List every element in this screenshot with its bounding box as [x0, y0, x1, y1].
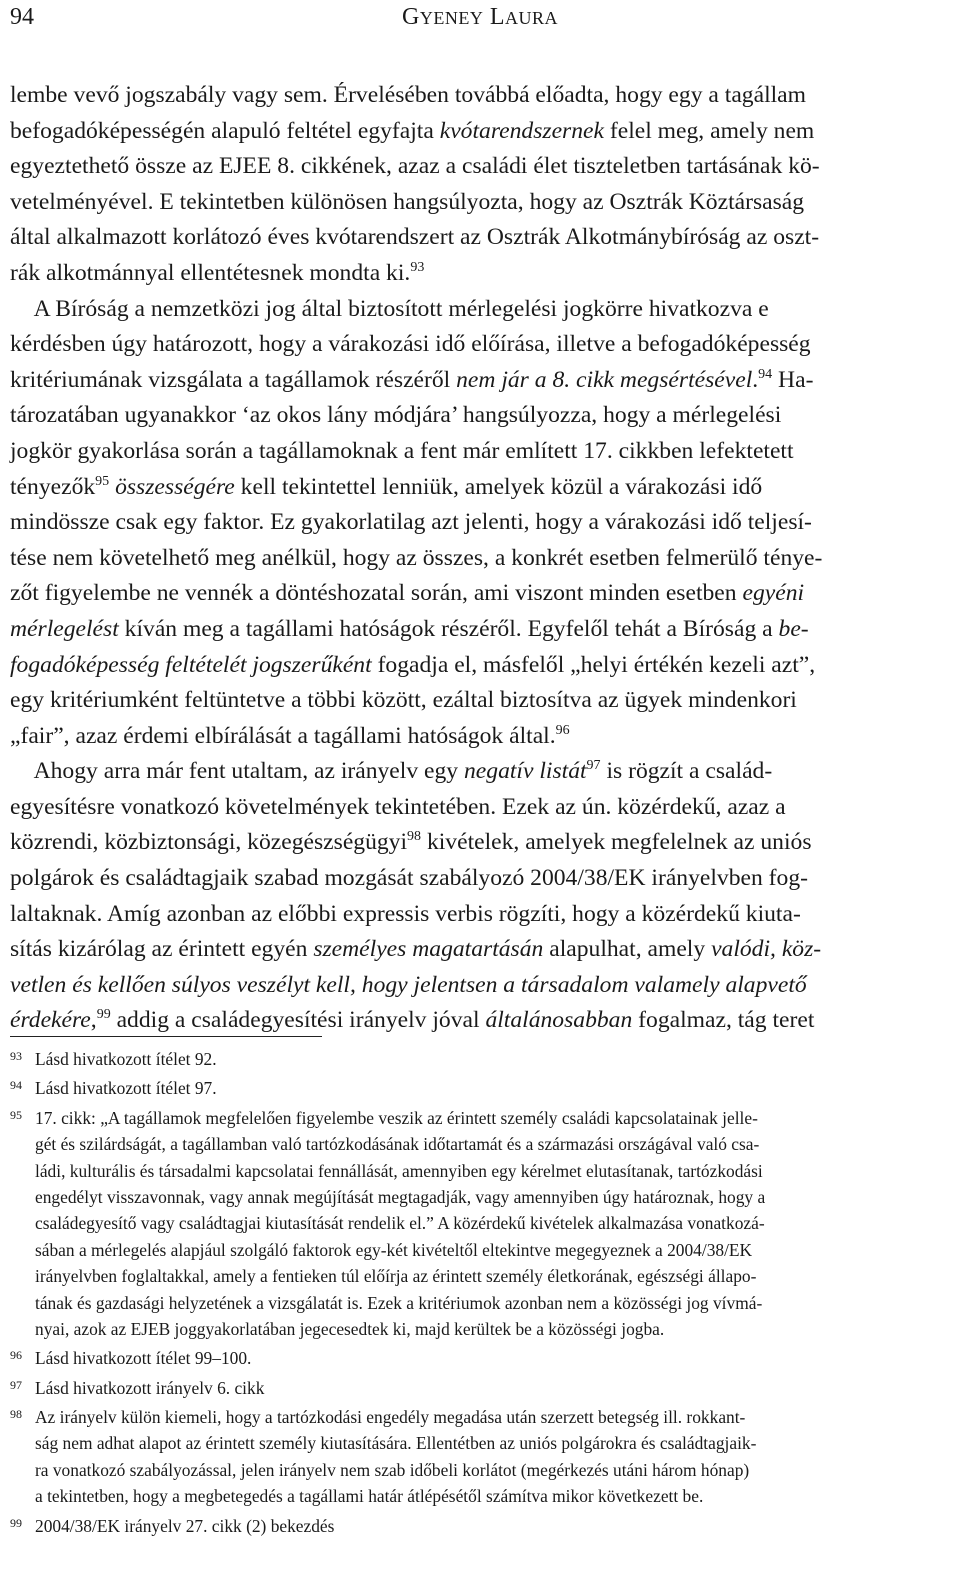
- body-line: sítás kizárólag az érintett egyén személyes magatartásán alapulhat, amely valódi, köz-: [10, 936, 822, 963]
- body-line: lembe vevő jogszabály vagy sem. Érvelésében továbbá előadta, hogy egy a tagállam: [10, 82, 807, 108]
- body-line: tése nem követelhető meg anélkül, hogy az összes, a konkrét esetben felmerülő ténye-: [10, 544, 823, 571]
- footnote: [10, 1046, 948, 1072]
- footnote-line: Lásd hivatkozott ítélet 92.: [35, 1049, 217, 1069]
- footnote-line: Az irányelv külön kiemeli, hogy a tartózkodási engedély megadása után szerzett betegség ill. rokkant-: [35, 1407, 746, 1428]
- body-line: egyesítésre vonatkozó követelmények tekintetében. Ezek az ún. közérdekű, azaz a: [10, 793, 786, 820]
- footnote: [10, 1105, 948, 1343]
- footnote-line: a tekintetben, hogy a megbetegedés a tagállami határ átlépésétől számítva mikor következett be.: [35, 1486, 704, 1507]
- body-line: tényezők$^{95}$ összességére kell tekintettel lenniük, amelyek közül a várakozási idő: [10, 473, 763, 500]
- body-line: vetelményével. E tekintetben különösen hangsúlyozta, hogy az Osztrák Köztársaság: [10, 188, 805, 215]
- footnote-number: 96: [10, 1348, 22, 1363]
- footnote: [10, 1375, 948, 1401]
- footnotes: [10, 1046, 948, 1539]
- body-line: érdekére,$^{99}$ addig a családegyesítési irányelv jóval általánosabban fogalmaz, tág teret: [10, 1007, 815, 1034]
- footnote-line: irányelvben foglaltakkal, amely a fentieken túl előírja az érintett személy életkorának, egészségi állapo-: [35, 1266, 757, 1287]
- body-line: mindössze csak egy faktor. Ez gyakorlatilag azt jelenti, hogy a várakozási idő teljesí-: [10, 509, 812, 536]
- running-head-text: GYENEY LAURA: [401, 4, 559, 30]
- body-line: mérlegelést kíván meg a tagállami hatóságok részéről. Egyfelől tehát a Bíróság a be-: [10, 615, 809, 642]
- footnote-line: ság nem adhat alapot az érintett személy kiutasítására. Ellentétben az uniós polgárokra és családtagjaik-: [35, 1433, 757, 1454]
- footnote-number: 93: [10, 1049, 22, 1063]
- body-line: vetlen és kellően súlyos veszélyt kell, hogy jelentsen a társadalom valamely alapvető: [10, 971, 807, 998]
- body-line: „fair”, azaz érdemi elbírálását a tagállami hatóságok által.$^{96}$: [10, 722, 570, 749]
- body-line: tározatában ugyanakkor ‘az okos lány módjára’ hangsúlyozza, hogy a mérlegelési: [10, 402, 782, 429]
- body-line: jogkör gyakorlása során a tagállamoknak a fent már említett 17. cikkben lefektetett: [10, 437, 794, 464]
- body-text: [10, 78, 948, 1039]
- footnote-number: 95: [10, 1107, 22, 1122]
- footnote-line: családegyesítő vagy családtagjai kiutasítását rendelik el.” A közérdekű kivételek alkalmazása vonatkozá-: [35, 1213, 765, 1234]
- footnote-line: nyai, azok az EJEB joggyakorlatában jegecesedtek ki, majd kerültek be a közösségi jogba.: [35, 1318, 665, 1339]
- footnote-number: 94: [10, 1078, 22, 1093]
- footnote-number: 97: [10, 1377, 22, 1392]
- footnote-line: Lásd hivatkozott irányelv 6. cikk: [35, 1377, 265, 1398]
- footnote-number: 98: [10, 1407, 22, 1422]
- body-line: közrendi, közbiztonsági, közegészségügyi$^{98}$ kivételek, amelyek megfelelnek az uniós: [10, 829, 812, 856]
- body-line: egy kritériumként feltüntetve a többi között, ezáltal biztosítva az ügyek mindenkori: [10, 687, 797, 714]
- body-line: Ahogy arra már fent utaltam, az irányelv egy negatív listát$^{97}$ is rögzít a család-: [10, 758, 773, 785]
- footnote-number: 99: [10, 1515, 22, 1530]
- footnote-line: Lásd hivatkozott ítélet 97.: [35, 1078, 217, 1099]
- body-line: kritériumának vizsgálata a tagállamok részéről nem jár a 8. cikk megsértésével.$^{94}$ Ha-: [10, 366, 814, 393]
- body-line: egyeztethető össze az EJEE 8. cikkének, azaz a családi élet tiszteletben tartásának kö-: [10, 153, 820, 180]
- footnote: [10, 1345, 948, 1371]
- running-head: [10, 4, 950, 31]
- body-line: zőt figyelembe ne vennék a döntéshozatal során, ami viszont minden esetben egyéni: [10, 580, 805, 607]
- body-line: által alkalmazott korlátozó éves kvótarendszert az Osztrák Alkotmánybíróság az oszt-: [10, 224, 820, 251]
- page-header: [10, 4, 950, 40]
- footnote-line: sában a mérlegelés alapjául szolgáló faktorok egy-két kivételtől eltekintve megegyeznek a 2004/38/EK: [35, 1239, 753, 1260]
- footnote: [10, 1513, 948, 1539]
- body-line: laltaknak. Amíg azonban az előbbi expressis verbis rögzíti, hogy a közérdekű kiuta-: [10, 900, 801, 927]
- footnote-line: engedélyt visszavonnak, vagy annak megújítását megtagadják, vagy amennyiben úgy határoznak, hogy a: [35, 1186, 766, 1207]
- footnote-line: Lásd hivatkozott ítélet 99–100.: [35, 1348, 252, 1369]
- body-line: befogadóképességén alapuló feltétel egyfajta kvótarendszernek felel meg, amely nem: [10, 117, 815, 144]
- page-number: 94: [10, 4, 34, 30]
- body-line: A Bíróság a nemzetközi jog által biztosított mérlegelési jogkörre hivatkozva e: [10, 295, 769, 322]
- body-line: fogadóképesség feltételét jogszerűként fogadja el, másfelől „helyi értékén kezeli azt”,: [10, 651, 816, 678]
- footnote-line: ládi, kulturális és társadalmi kapcsolatai fennállását, amennyiben egy kérelmet elutasítanak, tartózkodási: [35, 1160, 763, 1181]
- footnote-line: gét és szilárdságát, a tagállamban való tartózkodásának időtartamát és a származási országával való csa-: [35, 1134, 760, 1155]
- footnote-line: 17. cikk: „A tagállamok megfelelően figyelembe veszik az érintett személy családi kapcsolatainak jelle-: [35, 1107, 758, 1128]
- footnote: [10, 1075, 948, 1101]
- footnote-line: ra vonatkozó szabályozással, jelen irányelv nem szab időbeli korlátot (megérkezés utáni három hónap): [35, 1459, 750, 1480]
- footnote-separator: [10, 1036, 322, 1037]
- body-line: rák alkotmánnyal ellentétesnek mondta ki.$^{93}$: [10, 259, 425, 286]
- body-line: polgárok és családtagjaik szabad mozgását szabályozó 2004/38/EK irányelvben fog-: [10, 865, 808, 892]
- footnote-line: 2004/38/EK irányelv 27. cikk (2) bekezdés: [35, 1515, 335, 1536]
- footnote: [10, 1404, 948, 1510]
- footnote-line: tának és gazdasági helyzetének a vizsgálatát is. Ezek a kritériumok azonban nem a közösségi jog vívmá-: [35, 1292, 763, 1313]
- body-line: kérdésben úgy határozott, hogy a várakozási idő előírása, illetve a befogadóképesség: [10, 331, 811, 358]
